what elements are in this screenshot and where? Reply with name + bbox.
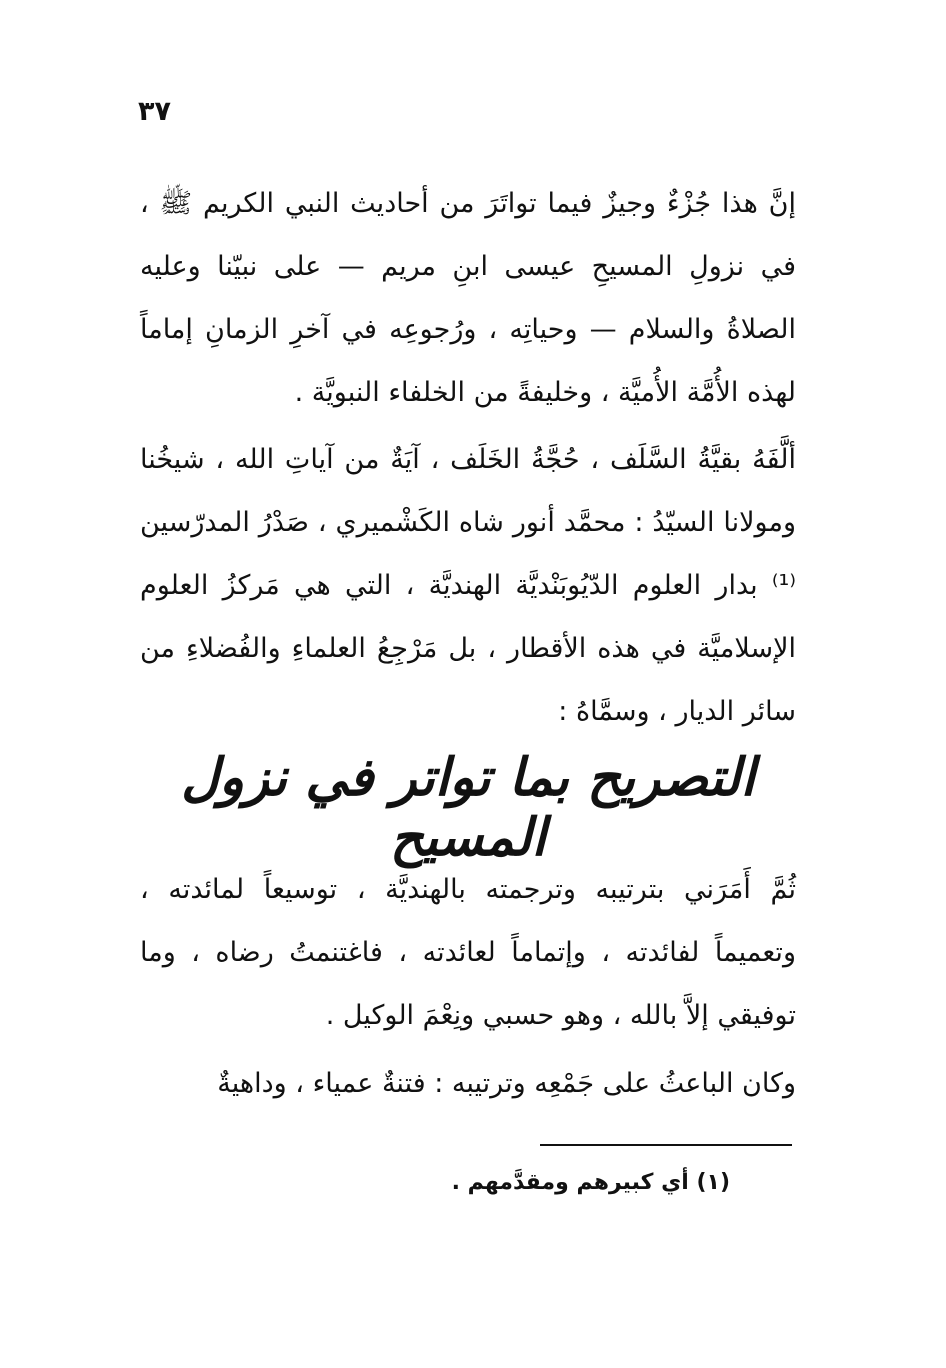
paragraph-motive-text: وكان الباعثُ على جَمْعِه وترتيبه : فتنةٌ عمياء ، وداهيةٌ [217, 1068, 796, 1099]
paragraph-intro [140, 172, 796, 424]
paragraph-intro-text: إنَّ هذا جُزْءٌ وجيزٌ فيما تواتَرَ من أحاديث النبي الكريم ﷺ ، في نزولِ المسيحِ عيسى ابنِ مريم — على نبيّنا وعليه الصلاةُ والسلام — وحياتِه ، ورُجوعِه في آخرِ الزمانِ إماماً لهذه الأُمَّة الأُميَّة ، وخليفةً من الخلفاء النبويَّة . [140, 188, 796, 408]
footnote-divider [540, 1144, 792, 1146]
paragraph-author-text: ألَّفَهُ بقيَّةُ السَّلَف ، حُجَّةُ الخَلَف ، آيَةٌ من آياتِ الله ، شيخُنا ومولانا السيّدُ : محمَّد أنور شاه الكَشْميري ، صَدْرُ المدرّسين ⁽¹⁾ بدار العلوم الدّيُوبَنْديَّة الهنديَّة ، التي هي مَركزُ العلوم الإسلاميَّة في هذه الأقطار ، بل مَرْجِعُ العلماءِ والفُضلاءِ من سائر الديار ، وسمَّاهُ : [140, 444, 796, 727]
paragraph-author [140, 428, 796, 743]
paragraph-translation-text: ثُمَّ أَمَرَني بترتيبه وترجمته بالهنديَّة ، توسيعاً لمائدته ، وتعميماً لفائدته ، وإتماماً لعائدته ، فاغتنمتُ رضاه ، وما توفيقي إلاَّ بالله ، وهو حسبي ونِعْمَ الوكيل . [140, 874, 796, 1031]
page-number: ٣٧ [138, 96, 171, 127]
paragraph-translation [140, 858, 796, 1047]
footnote: (١) أي كبيرهم ومقدَّمهم . [451, 1170, 730, 1195]
paragraph-motive [140, 1052, 796, 1115]
book-title: التصريح بما تواتر في نزول المسيح [181, 748, 755, 868]
